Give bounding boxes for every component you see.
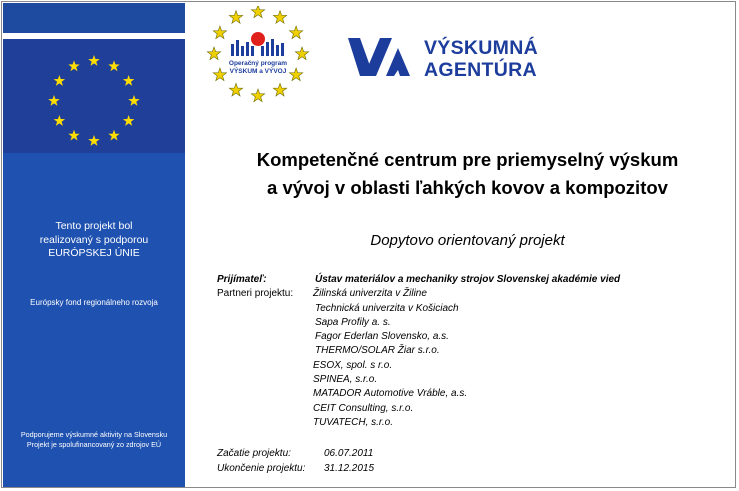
eu-flag [3, 39, 185, 153]
op-star-icon [273, 83, 286, 96]
partner-item: SPINEA, s.r.o. [313, 374, 378, 386]
op-star-icon [213, 68, 226, 81]
eu-footer-line: Podporujeme výskumné aktivity na Slovensku [20, 430, 168, 439]
partner-item: Sapa Profily a. s. [315, 316, 391, 328]
eu-star-icon [108, 60, 119, 71]
op-star-icon [295, 47, 308, 60]
partner-item: Technická univerzita v Košiciach [315, 302, 459, 314]
op-star-icon [251, 89, 264, 102]
operational-program-logo [205, 6, 311, 108]
partner-item: TUVATECH, s.r.o. [313, 416, 394, 428]
eu-text-line: Tento projekt bol [55, 220, 133, 232]
op-star-icon [289, 68, 302, 81]
agency-line1: VÝSKUMNÁ [424, 37, 538, 59]
partner-item: CEIT Consulting, s.r.o. [313, 402, 414, 414]
eu-fund-text: Európsky fond regionálneho rozvoja [30, 298, 158, 307]
op-star-icon [229, 11, 242, 24]
eu-star-icon [88, 55, 99, 66]
eu-star-icon [128, 95, 139, 106]
eu-footer-line: Projekt je spolufinancovaný zo zdrojov EÚ [26, 439, 162, 449]
research-agency-name [424, 37, 538, 81]
start-value: 06.07.2011 [324, 448, 374, 460]
title-line: a vývoj v oblasti ľahkých kovov a kompozitov [267, 177, 668, 198]
eu-star-icon [54, 115, 65, 126]
op-star-icon [289, 26, 302, 39]
partner-item: MATADOR Automotive Vráble, a.s. [313, 388, 468, 400]
eu-panel [3, 3, 185, 487]
op-star-icon [213, 26, 226, 39]
end-label: Ukončenie projektu: [217, 462, 306, 474]
op-logo-line1: Operačný program [228, 60, 288, 67]
eu-text-line: EURÓPSKEJ ÚNIE [48, 247, 140, 259]
project-subtitle: Dopytovo orientovaný projekt [370, 232, 565, 249]
recipient-label: Prijímateľ: [217, 274, 267, 285]
start-label: Začatie projektu: [217, 448, 291, 460]
op-logo-line2: VÝSKUM a VÝVOJ [229, 68, 287, 75]
eu-star-icon [123, 75, 134, 86]
op-star-icon [229, 83, 242, 96]
op-star-icon [207, 47, 220, 60]
eu-top-band [3, 3, 185, 33]
eu-footer-text [3, 430, 185, 449]
red-dot-icon [251, 32, 265, 46]
agency-line2: AGENTÚRA [424, 59, 537, 81]
end-value: 31.12.2015 [324, 462, 375, 474]
project-title [200, 146, 735, 202]
va-mark-icon [346, 30, 416, 82]
eu-star-icon [54, 75, 65, 86]
recipient-value: Ústav materiálov a mechaniky strojov Slovenskej akadémie vied [315, 274, 621, 285]
partner-item: Žilinská univerzita v Žiline [313, 288, 427, 300]
eu-star-icon [48, 95, 59, 106]
op-star-icon [251, 6, 264, 18]
eu-star-icon [88, 135, 99, 146]
partner-item: THERMO/SOLAR Žiar s.r.o. [315, 345, 440, 357]
eu-text-line: realizovaný s podporou [39, 233, 149, 246]
eu-star-icon [108, 130, 119, 141]
partner-item: Fagor Ederlan Slovensko, a.s. [315, 331, 449, 343]
eu-star-icon [68, 60, 79, 71]
eu-project-text [3, 220, 185, 261]
partners-label: Partneri projektu: [217, 288, 294, 300]
eu-star-icon [68, 130, 79, 141]
op-star-icon [273, 11, 286, 24]
eu-stars-icon [3, 39, 185, 153]
partner-item: ESOX, spol. s r.o. [313, 359, 393, 371]
eu-star-icon [123, 115, 134, 126]
title-line: Kompetenčné centrum pre priemyselný výskum [256, 149, 679, 170]
